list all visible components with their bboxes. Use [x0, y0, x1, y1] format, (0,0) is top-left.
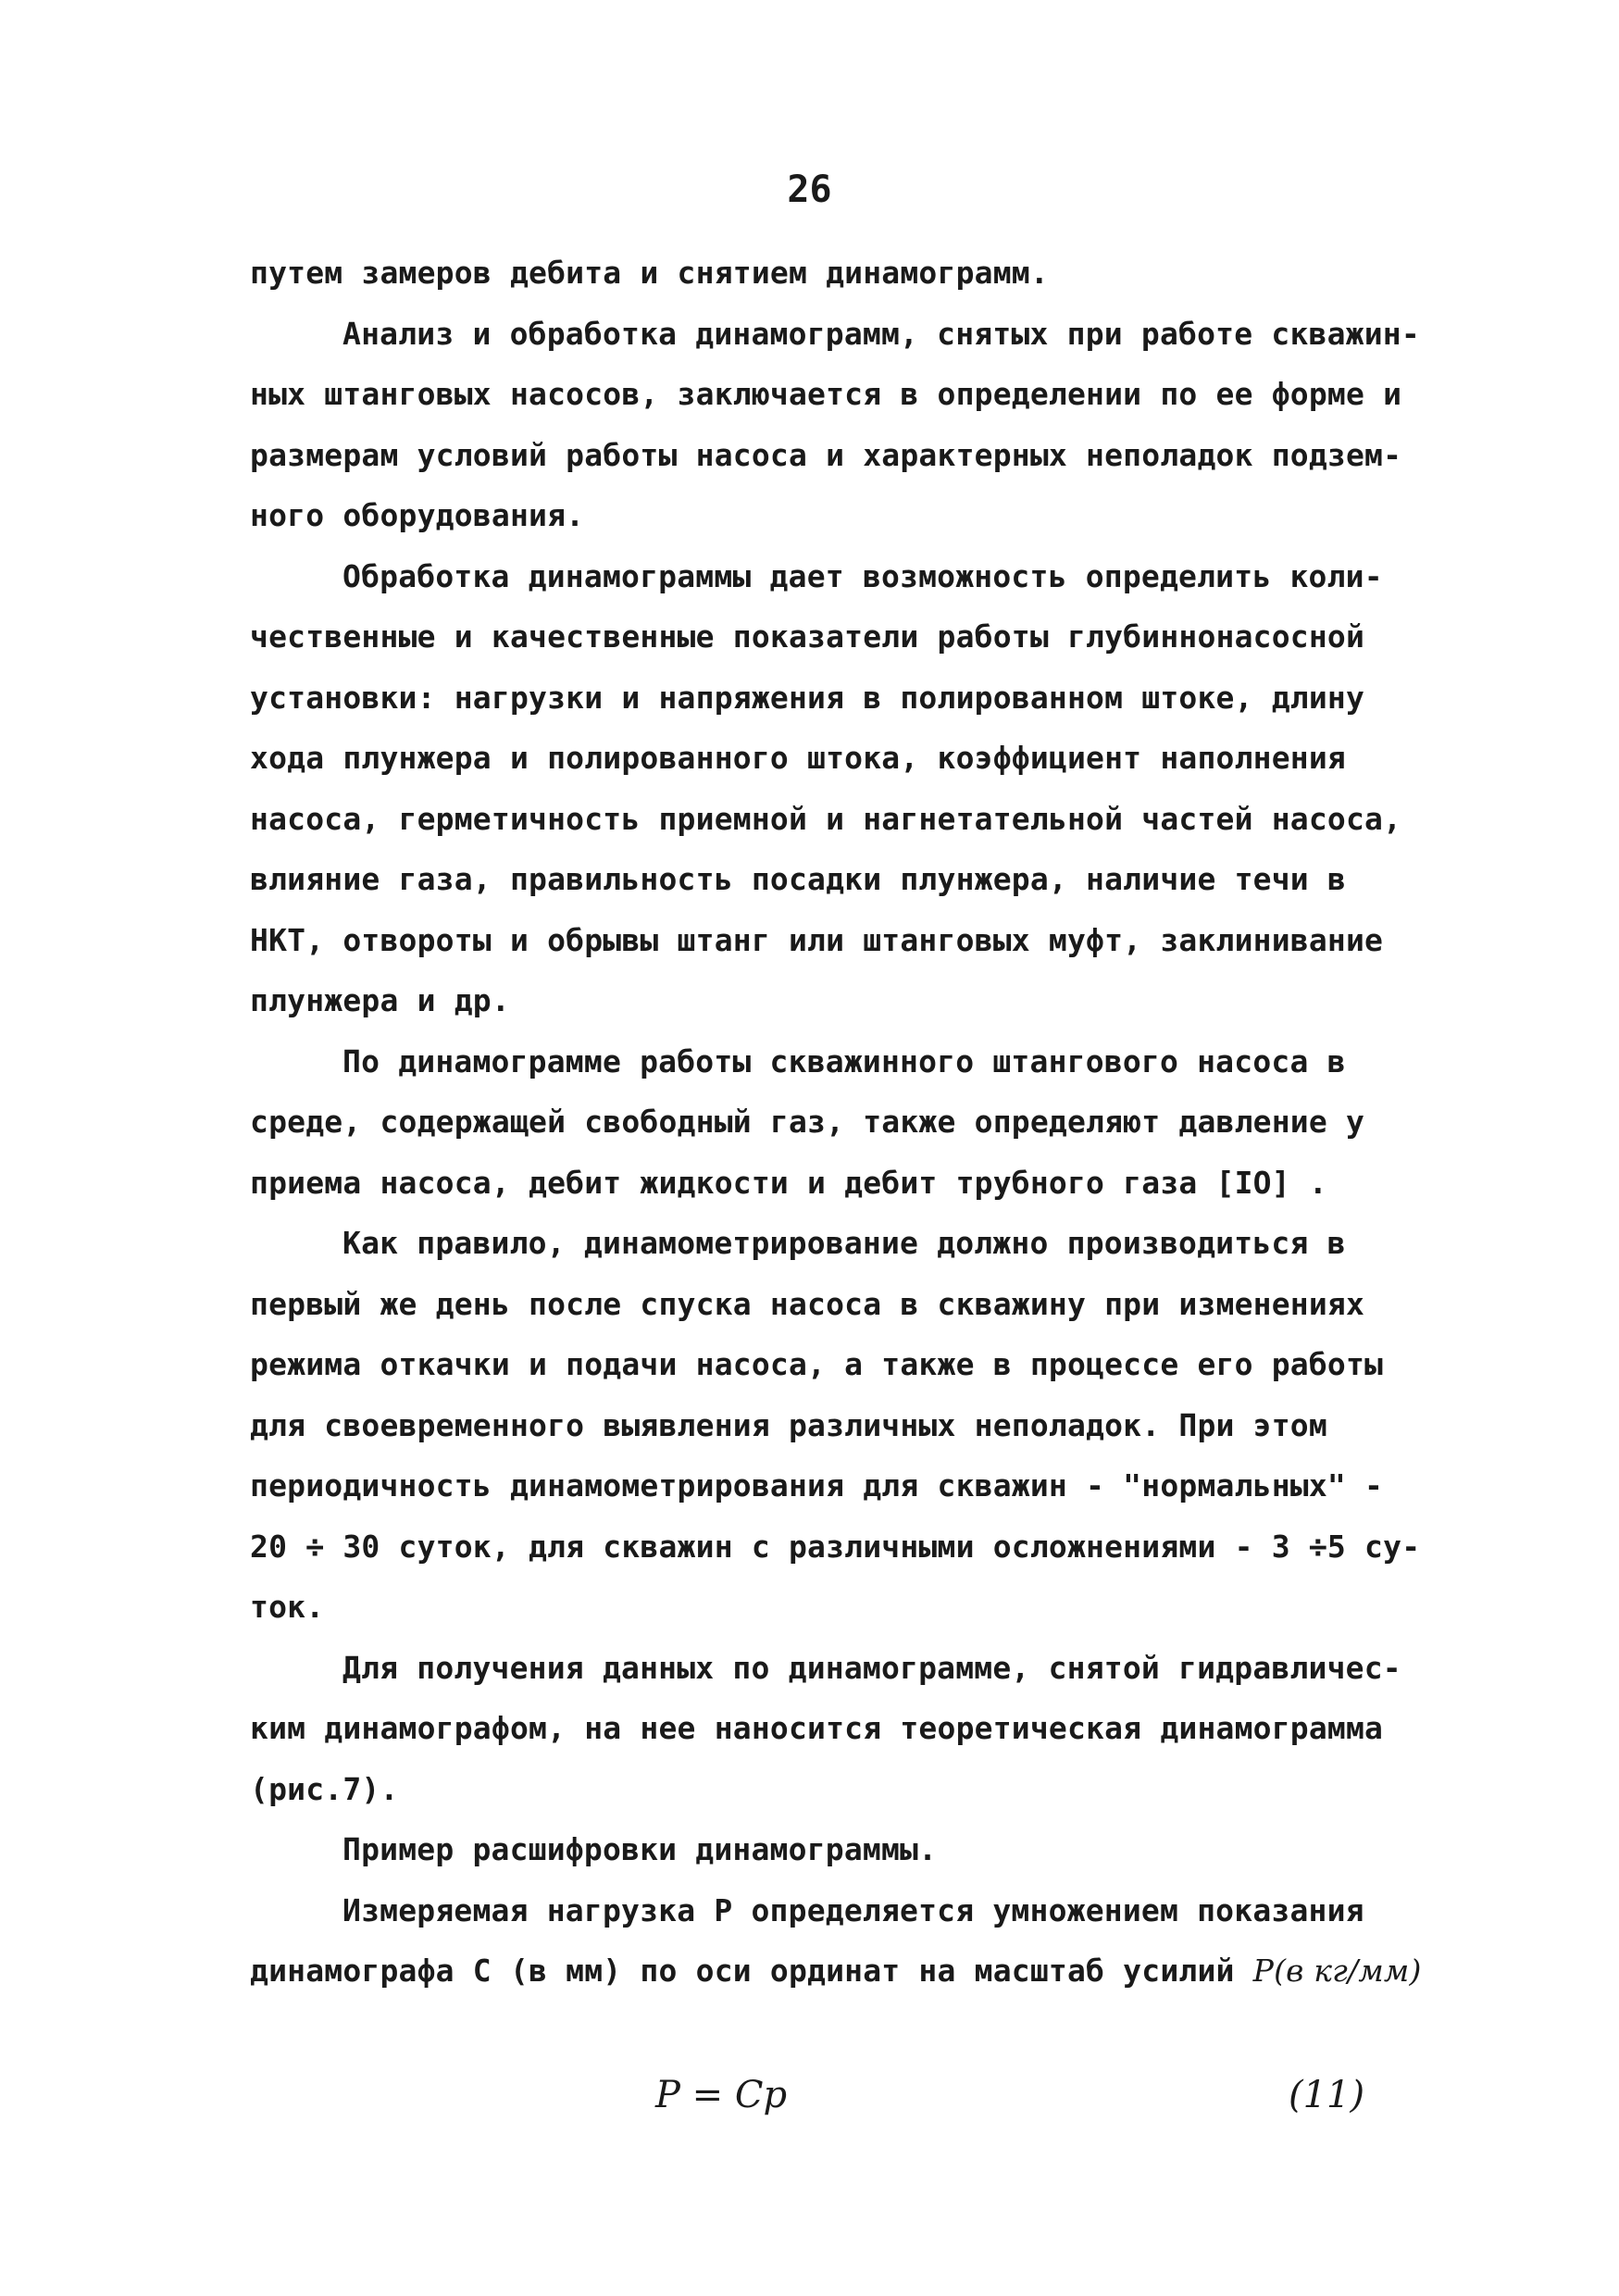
text-line: влияние газа, правильность посадки плунжера, наличие течи в — [250, 861, 1346, 897]
formula-row — [0, 2074, 1619, 2148]
text-line: установки: нагрузки и напряжения в полированном штоке, длину — [250, 679, 1365, 716]
text-line: плунжера и др. — [250, 982, 510, 1018]
text-line: хода плунжера и полированного штока, коэффициент наполнения — [250, 740, 1346, 776]
text-line: путем замеров дебита и снятием динамограмм. — [250, 255, 1049, 291]
text-line: НКТ, отвороты и обрывы штанг или штанговых муфт, заклинивание — [250, 921, 1384, 958]
text-line: ким динамографом, на нее наносится теоретическая динамограмма — [250, 1710, 1384, 1746]
text-line: Обработка динамограммы дает возможность определить коли- — [342, 557, 1383, 594]
formula: P = Cp — [655, 2074, 788, 2116]
text-line: чественные и качественные показатели работы глубиннонасосной — [250, 618, 1365, 655]
text-line-with-annotation — [250, 1940, 1444, 2002]
text-line: периодичность динамометрирования для скважин - "нормальных" - — [250, 1467, 1384, 1504]
text-line: Пример расшифровки динамограммы. — [342, 1831, 938, 1867]
text-line: режима откачки и подачи насоса, а также в процессе его работы — [250, 1346, 1384, 1382]
text-line: Как правило, динамометрирование должно производиться в — [342, 1225, 1346, 1261]
text-line: 20 ÷ 30 суток, для скважин с различными осложнениями - 3 ÷5 су- — [250, 1528, 1421, 1565]
text-line: ток. — [250, 1589, 325, 1625]
text-line: ных штанговых насосов, заключается в определении по ее форме и — [250, 376, 1402, 412]
text-line: (рис.7). — [250, 1770, 399, 1807]
text-line: Измеряемая нагрузка Р определяется умножением показания — [342, 1891, 1364, 1928]
text-line: среде, содержащей свободный газ, также определяют давление у — [250, 1104, 1365, 1140]
text-line: приема насоса, дебит жидкости и дебит трубного газа [IO] . — [250, 1164, 1327, 1201]
scale-annotation: P(в кг/мм) — [1252, 1953, 1422, 1989]
text-line: первый же день после спуска насоса в скважину при изменениях — [250, 1285, 1365, 1322]
text-line: размерам условий работы насоса и характерных неполадок подзем- — [250, 436, 1402, 473]
text-line: ного оборудования. — [250, 497, 585, 533]
text-line: динамографа С (в мм) по оси ординат на масштаб усилий — [250, 1953, 1235, 1989]
text-line: По динамограмме работы скважинного штангового насоса в — [342, 1042, 1346, 1079]
text-line: Для получения данных по динамограмме, снятой гидравличес- — [342, 1649, 1401, 1686]
page-number: 26 — [787, 168, 832, 211]
text-line: насоса, герметичность приемной и нагнетательной частей насоса, — [250, 800, 1402, 837]
text-line: для своевременного выявления различных неполадок. При этом — [250, 1406, 1327, 1443]
text-line: Анализ и обработка динамограмм, снятых при работе скважин- — [342, 315, 1420, 352]
formula-number: (11) — [1289, 2074, 1365, 2116]
body-text — [250, 243, 1444, 2002]
